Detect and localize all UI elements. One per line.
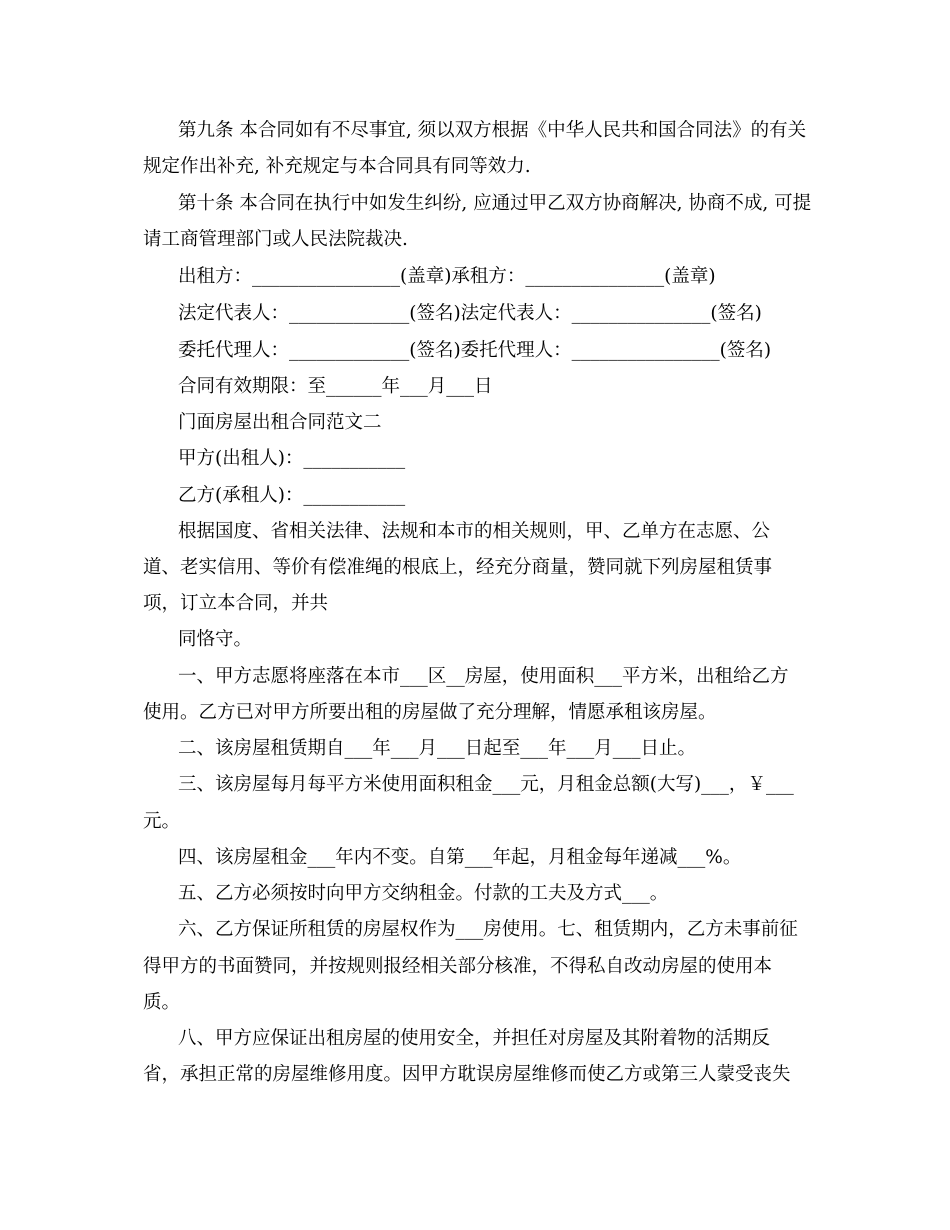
preamble-line-4: 同恪守。 bbox=[178, 629, 253, 650]
article-4-line: 四、该房屋租金___年内不变。自第___年起，月租金每年递减___%。 bbox=[178, 847, 742, 868]
party-a-line: 甲方(出租人)：___________ bbox=[178, 448, 406, 469]
article-8-line-2: 省，承担正常的房屋维修用度。因甲方耽误房屋维修而使乙方或第三人蒙受丧失 bbox=[143, 1064, 791, 1085]
contract-validity-line: 合同有效期限：至______年___月___日 bbox=[178, 376, 493, 397]
article-3-line-1: 三、该房屋每月每平方米使用面积租金___元，月租金总额(大写)___，￥___ bbox=[178, 774, 794, 795]
signature-legal-rep-line: 法定代表人：_____________(签名)法定代表人：_______________(签名) bbox=[178, 303, 762, 324]
signature-agent-line: 委托代理人：_____________(签名)委托代理人：________________(签名) bbox=[178, 340, 772, 361]
article-3-line-2: 元。 bbox=[143, 811, 181, 832]
section-title: 门面房屋出租合同范文二 bbox=[178, 412, 382, 433]
preamble-line-1: 根据国度、省相关法律、法规和本市的相关规则，甲、乙单方在志愿、公 bbox=[178, 521, 771, 542]
preamble-line-3: 项，订立本合同，并共 bbox=[143, 593, 329, 614]
article-1-line-2: 使用。乙方已对甲方所要出租的房屋做了充分理解，情愿承租该房屋。 bbox=[143, 702, 717, 723]
clause-10-line-1: 第十条 本合同在执行中如发生纠纷, 应通过甲乙双方协商解决, 协商不成, 可提 bbox=[178, 193, 812, 214]
article-6-line-3: 质。 bbox=[143, 992, 181, 1013]
article-2-line: 二、该房屋租赁期自___年___月___日起至___年___月___日止。 bbox=[178, 738, 697, 759]
clause-10-line-2: 请工商管理部门或人民法院裁决. bbox=[143, 229, 408, 250]
clause-9-line-2: 规定作出补充, 补充规定与本合同具有同等效力. bbox=[143, 156, 531, 177]
preamble-line-2: 道、老实信用、等价有偿准绳的根底上，经充分商量，赞同就下列房屋租赁事 bbox=[143, 557, 773, 578]
article-6-line-2: 得甲方的书面赞同，并按规则报经相关部分核准，不得私自改动房屋的使用本 bbox=[143, 956, 773, 977]
party-b-line: 乙方(承租人)：___________ bbox=[178, 485, 406, 506]
article-1-line-1: 一、甲方志愿将座落在本市___区__房屋，使用面积___平方米，出租给乙方 bbox=[178, 666, 789, 687]
article-8-line-1: 八、甲方应保证出租房屋的使用安全，并担任对房屋及其附着物的活期反 bbox=[178, 1028, 771, 1049]
article-6-line-1: 六、乙方保证所租赁的房屋权作为___房使用。七、租赁期内，乙方未事前征 bbox=[178, 919, 798, 940]
article-5-line: 五、乙方必须按时向甲方交纳租金。付款的工夫及方式___。 bbox=[178, 883, 669, 904]
clause-9-line-1: 第九条 本合同如有不尽事宜, 须以双方根据《中华人民共和国合同法》的有关 bbox=[178, 120, 807, 141]
signature-lessor-line: 出租方：________________(盖章)承租方：_______________(盖章) bbox=[178, 266, 716, 287]
